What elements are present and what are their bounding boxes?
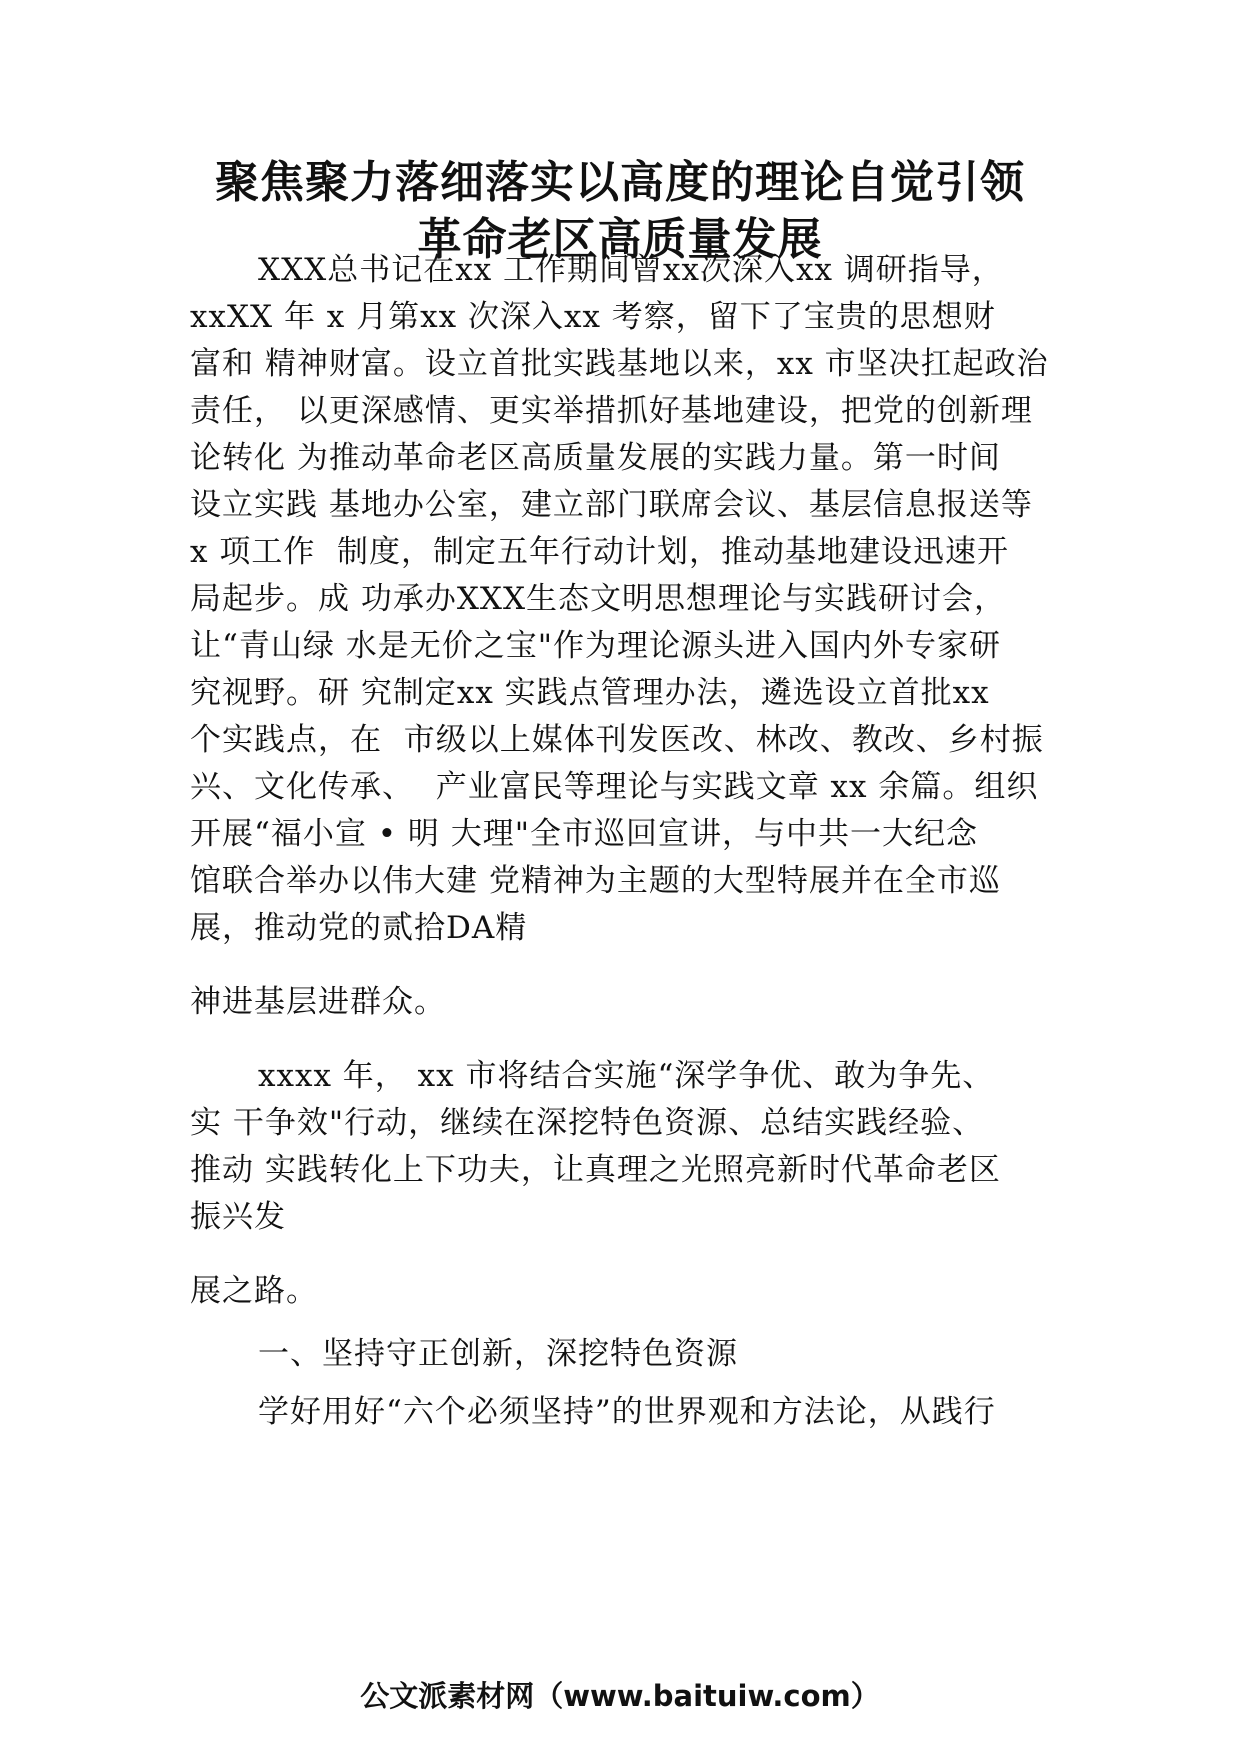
body-line: 展，推动党的贰拾DA精 <box>190 910 528 946</box>
body-line: xxxx 年， xx 市将结合实施“深学争优、敢为争先、 <box>258 1058 995 1094</box>
body-line: 振兴发 <box>190 1199 286 1235</box>
body-line: 展之路。 <box>190 1273 318 1309</box>
footer-watermark: 公文派素材网（www.baituiw.com） <box>360 1679 880 1713</box>
body-line: 责任， 以更深感情、更实举措抓好基地建设，把党的创新理 <box>190 393 1033 429</box>
body-line: 学好用好“六个必须坚持”的世界观和方法论，从践行 <box>258 1394 996 1430</box>
body-line: 神进基层进群众。 <box>190 984 446 1020</box>
body-line: 兴、文化传承、 产业富民等理论与实践文章 xx 余篇。组织 <box>190 769 1039 805</box>
body-line: 实 干争效"行动，继续在深挖特色资源、总结实践经验、 <box>190 1105 985 1141</box>
document-title-line-2: 革命老区高质量发展 <box>417 214 823 265</box>
body-line: 设立实践 基地办公室，建立部门联席会议、基层信息报送等 <box>190 487 1033 523</box>
document-title-line-1: 聚焦聚力落细落实以高度的理论自觉引领 <box>215 157 1025 208</box>
body-line: 馆联合举办以伟大建 党精神为主题的大型特展并在全市巡 <box>190 863 1001 899</box>
body-line: 富和 精神财富。设立首批实践基地以来，xx 市坚决扛起政治 <box>190 346 1049 382</box>
body-line: 局起步。成 功承办XXX生态文明思想理论与实践研讨会， <box>190 581 1007 617</box>
section-heading: 一、坚持守正创新，深挖特色资源 <box>258 1336 738 1372</box>
body-line: xxXX 年 x 月第xx 次深入xx 考察，留下了宝贵的思想财 <box>190 299 996 335</box>
body-line: 论转化 为推动革命老区高质量发展的实践力量。第一时间 <box>190 440 1001 476</box>
body-line: XXX总书记在xx 工作期间曾xx次深入xx 调研指导， <box>258 252 1004 288</box>
body-line: 究视野。研 究制定xx 实践点管理办法，遴选设立首批xx <box>190 675 990 711</box>
body-line: 推动 实践转化上下功夫，让真理之光照亮新时代革命老区 <box>190 1152 1001 1188</box>
body-line: 开展“福小宣 • 明 大理"全市巡回宣讲，与中共一大纪念 <box>190 816 978 852</box>
body-line: 个实践点，在 市级以上媒体刊发医改、林改、教改、乡村振 <box>190 722 1044 758</box>
body-line: x 项工作 制度，制定五年行动计划，推动基地建设迅速开 <box>190 534 1010 570</box>
body-line: 让“青山绿 水是无价之宝"作为理论源头进入国内外专家研 <box>190 628 1001 664</box>
